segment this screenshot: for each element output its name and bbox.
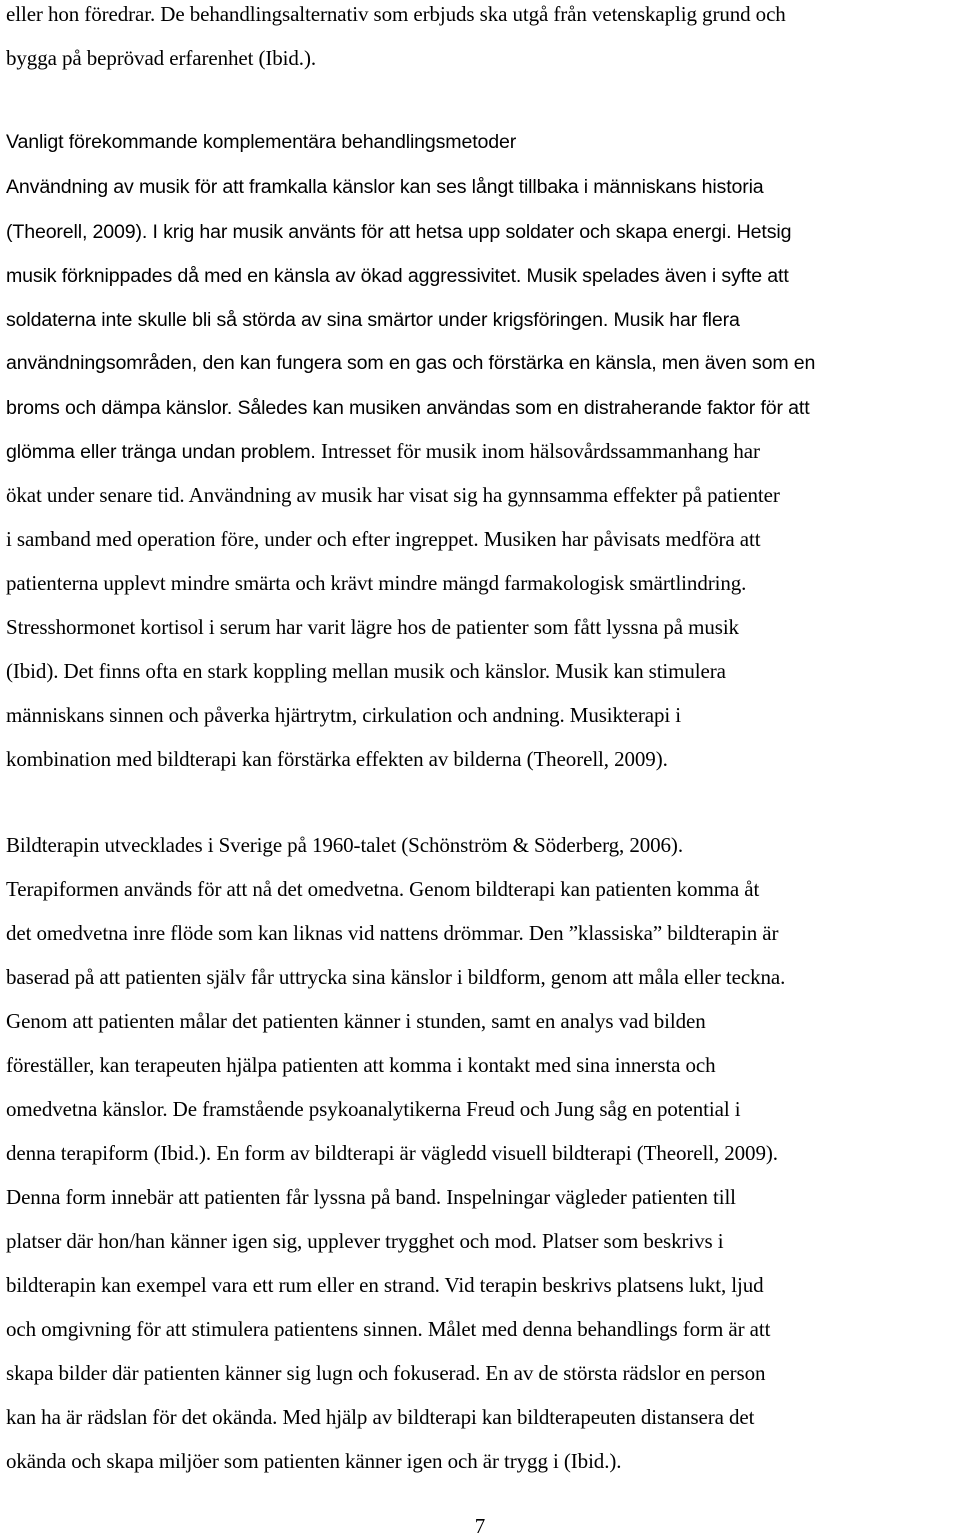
text-line — [6, 701, 681, 729]
text-run: Musik kan stimulera — [555, 659, 726, 683]
text-run: Musiken har påvisats medföra att — [483, 527, 761, 551]
text-run: Musik har flera — [613, 309, 740, 331]
text-run: bygga på beprövad erfarenhet (Ibid.). — [6, 46, 316, 70]
text-run: det omedvetna inre flöde som kan liknas vid nattens drömmar. — [6, 921, 529, 945]
text-line — [6, 613, 739, 641]
text-run: broms och dämpa känslor. — [6, 397, 238, 419]
text-run: (Theorell, 2009). — [6, 221, 153, 243]
text-line — [6, 217, 791, 245]
section-heading: Vanligt förekommande komplementära behandlingsmetoder — [6, 131, 517, 153]
text-run: människans sinnen och påverka hjärtrytm, cirkulation och andning. — [6, 703, 570, 727]
text-run: Musikterapi i — [569, 703, 682, 727]
text-run: Användning av musik har visat sig ha gynnsamma effekter på patienter — [188, 483, 780, 507]
text-run: En av de största rädslor en person — [485, 1361, 766, 1385]
text-line — [6, 305, 740, 333]
text-run: De framstående psykoanalytikerna Freud och Jung såg en potential i — [172, 1097, 741, 1121]
text-run: okända och skapa miljöer som patienten känner igen och är trygg i (Ibid.). — [6, 1449, 622, 1473]
text-line — [6, 919, 778, 947]
text-run: Användning av musik för att framkalla känslor kan ses långt tillbaka i människans historia — [6, 176, 764, 198]
text-run: Vid terapin beskrivs platsens lukt, ljud — [444, 1273, 764, 1297]
text-line — [6, 569, 746, 597]
text-run: skapa bilder där patienten känner sig lugn och fokuserad. — [6, 1361, 486, 1385]
text-run: Målet med denna behandlings form är att — [427, 1317, 771, 1341]
text-run: Intresset för musik inom hälsovårdssammanhang har — [320, 439, 760, 463]
text-run: eller hon föredrar. De behandlingsalternativ som erbjuds ska utgå från vetenskaplig grund och — [6, 2, 786, 26]
text-run: En form av bildterapi är vägledd visuell bildterapi (Theorell, 2009). — [216, 1141, 778, 1165]
text-line — [6, 1007, 706, 1035]
text-run: Denna form innebär att patienten får lyssna på band. — [6, 1185, 447, 1209]
page-number: 7 — [474, 1514, 486, 1538]
text-line — [6, 1183, 736, 1211]
text-line — [6, 393, 810, 421]
text-line — [6, 1227, 724, 1255]
text-run: föreställer, kan terapeuten hjälpa patienten att komma i kontakt med sina innersta och — [6, 1053, 716, 1077]
text-run: platser där hon/han känner igen sig, upplever trygghet och mod. — [6, 1229, 542, 1253]
text-run: ökat under senare tid. — [6, 483, 189, 507]
text-line — [6, 1271, 764, 1299]
text-run: Således kan musiken användas som en distraherande faktor för att — [237, 397, 810, 419]
text-run: Musik spelades även i syfte att — [526, 265, 789, 287]
text-line — [6, 1095, 740, 1123]
text-run: Den ”klassiska” bildterapin är — [528, 921, 779, 945]
text-line — [6, 1315, 770, 1343]
text-run: Inspelningar vägleder patienten till — [446, 1185, 736, 1209]
text-run: patienterna upplevt mindre smärta och krävt mindre mängd farmakologisk smärtlindring. — [6, 571, 747, 595]
text-run: denna terapiform (Ibid.). — [6, 1141, 217, 1165]
text-run: Med hjälp av bildterapi kan bildterapeuten distansera det — [282, 1405, 755, 1429]
text-line — [6, 1447, 621, 1475]
text-run: musik förknippades då med en känsla av ökad aggressivitet. — [6, 265, 527, 287]
text-line — [6, 1359, 765, 1387]
text-line — [6, 481, 780, 509]
text-line — [6, 875, 759, 903]
text-run: användningsområden, den kan fungera som en gas och förstärka en känsla, men även som en — [6, 352, 816, 374]
text-run: och omgivning för att stimulera patientens sinnen. — [6, 1317, 428, 1341]
text-run: Genom att patienten målar det patienten känner i stunden, samt en analys vad bilden — [6, 1009, 706, 1033]
text-line — [6, 963, 785, 991]
text-line — [6, 1051, 716, 1079]
text-run: Bildterapin utvecklades i Sverige på 1960-talet (Schönström & Söderberg, 2006). — [6, 833, 683, 857]
text-line — [6, 1139, 778, 1167]
text-line — [6, 437, 760, 465]
text-run: bildterapin kan exempel vara ett rum eller en strand. — [6, 1273, 445, 1297]
text-run: Genom bildterapi kan patienten komma åt — [409, 877, 760, 901]
text-run: Stresshormonet kortisol i serum har varit lägre hos de patienter som fått lyssna på musik — [6, 615, 739, 639]
text-line — [6, 261, 789, 289]
text-line — [6, 657, 726, 685]
text-line — [6, 0, 786, 28]
text-line — [6, 831, 683, 859]
text-run: soldaterna inte skulle bli så störda av sina smärtor under krigsföringen. — [6, 309, 614, 331]
text-line — [6, 745, 668, 773]
text-run: Platser som beskrivs i — [541, 1229, 724, 1253]
text-run: kan ha är rädslan för det okända. — [6, 1405, 283, 1429]
text-line — [6, 1403, 754, 1431]
text-line — [6, 44, 316, 72]
text-run: baserad på att patienten själv får uttrycka sina känslor i bildform, genom att måla eller teckna. — [6, 965, 786, 989]
text-run: kombination med bildterapi kan förstärka effekten av bilderna (Theorell, 2009). — [6, 747, 668, 771]
text-run: omedvetna känslor. — [6, 1097, 173, 1121]
text-run: glömma eller tränga undan problem. — [6, 441, 321, 463]
text-run: (Ibid). Det finns ofta en stark koppling mellan musik och känslor. — [6, 659, 556, 683]
text-line — [6, 173, 764, 201]
text-run: i samband med operation före, under och efter ingreppet. — [6, 527, 484, 551]
text-run: Terapiformen används för att nå det omedvetna. — [6, 877, 410, 901]
text-run: I krig har musik använts för att hetsa upp soldater och skapa energi. Hetsig — [152, 221, 792, 243]
text-line — [6, 349, 815, 377]
text-line — [6, 525, 760, 553]
